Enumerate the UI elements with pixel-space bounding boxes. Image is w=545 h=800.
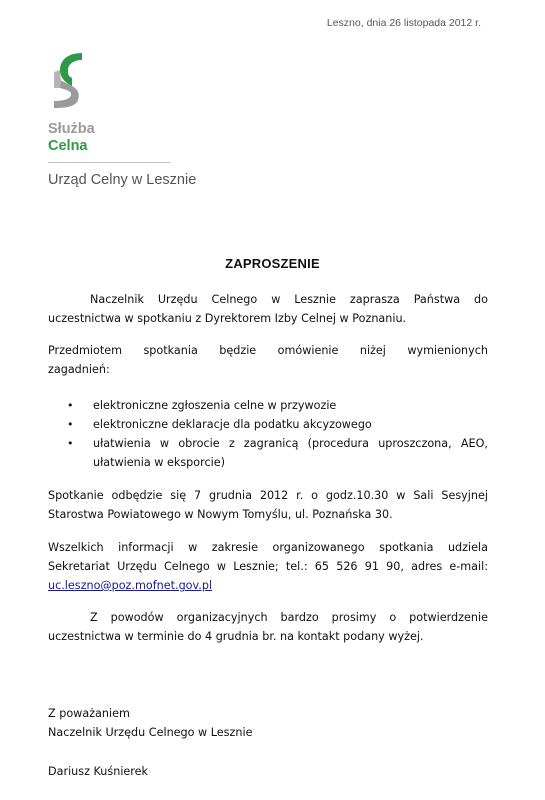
list-item-text: ułatwienia w obrocie z zagranicą (procedura uproszczona, AEO, bbox=[93, 437, 488, 450]
paragraph-line: uczestnictwa w spotkaniu z Dyrektorem Izby Celnej w Poznaniu. bbox=[48, 312, 407, 325]
paragraph-line: Spotkanie odbędzie się 7 grudnia 2012 r. o godz.10.30 w Sali Sesyjnej bbox=[48, 489, 488, 502]
paragraph-line: zagadnień: bbox=[48, 363, 110, 376]
paragraph-confirmation bbox=[48, 608, 488, 646]
email-link[interactable]: uc.leszno@poz.mofnet.gov.pl bbox=[48, 579, 213, 592]
paragraph-line: Przedmiotem spotkania będzie omówienie niżej wymienionych bbox=[48, 344, 488, 357]
closing-signatory-title: Naczelnik Urzędu Celnego w Lesznie bbox=[48, 726, 253, 739]
letter-title: ZAPROSZENIE bbox=[225, 256, 320, 271]
paragraph-line: Wszelkich informacji w zakresie organizowanego spotkania udziela bbox=[48, 541, 488, 554]
paragraph-line bbox=[48, 290, 488, 309]
closing-salutation: Z poważaniem bbox=[48, 707, 130, 720]
topics-list bbox=[48, 396, 488, 472]
paragraph-line: uczestnictwa w terminie do 4 grudnia br. na kontakt podany wyżej. bbox=[48, 630, 424, 643]
list-item-text: elektroniczne zgłoszenia celne w przywozie bbox=[93, 399, 337, 412]
paragraph-text: Z powodów organizacyjnych bardzo prosimy o potwierdzenie bbox=[90, 611, 488, 624]
list-item-text: ułatwienia w eksporcie) bbox=[93, 456, 225, 469]
logo-wordmark-line2: Celna bbox=[48, 138, 88, 154]
paragraph-contact bbox=[48, 538, 488, 595]
bullet-icon: • bbox=[67, 418, 74, 431]
office-name: Urząd Celny w Lesznie bbox=[48, 172, 197, 188]
header-divider bbox=[48, 162, 170, 163]
signer-name: Dariusz Kuśnierek bbox=[48, 765, 149, 778]
logo-wordmark bbox=[48, 121, 95, 155]
bullet-icon: • bbox=[67, 437, 74, 450]
paragraph-text: Naczelnik Urzędu Celnego w Lesznie zaprasza Państwa do bbox=[90, 293, 488, 306]
list-item-text: elektroniczne deklaracje dla podatku akcyzowego bbox=[93, 418, 372, 431]
list-item bbox=[48, 396, 488, 415]
bullet-icon: • bbox=[67, 399, 74, 412]
customs-service-logo-icon bbox=[48, 50, 88, 112]
paragraph-line bbox=[48, 576, 488, 595]
paragraph-invitation bbox=[48, 290, 488, 328]
list-item bbox=[48, 415, 488, 434]
list-item bbox=[48, 434, 488, 472]
date-line: Leszno, dnia 26 listopada 2012 r. bbox=[326, 17, 481, 29]
paragraph-line: Starostwa Powiatowego w Nowym Tomyślu, ul. Poznańska 30. bbox=[48, 508, 393, 521]
paragraph-subject bbox=[48, 341, 488, 379]
paragraph-meeting-details bbox=[48, 486, 488, 524]
logo-wordmark-line1: Służba bbox=[48, 121, 95, 137]
paragraph-line bbox=[48, 608, 488, 627]
topics-list-container bbox=[48, 396, 488, 472]
closing-block bbox=[48, 704, 488, 742]
paragraph-line: Sekretariat Urzędu Celnego w Lesznie; tel.: 65 526 91 90, adres e-mail: bbox=[48, 560, 488, 573]
